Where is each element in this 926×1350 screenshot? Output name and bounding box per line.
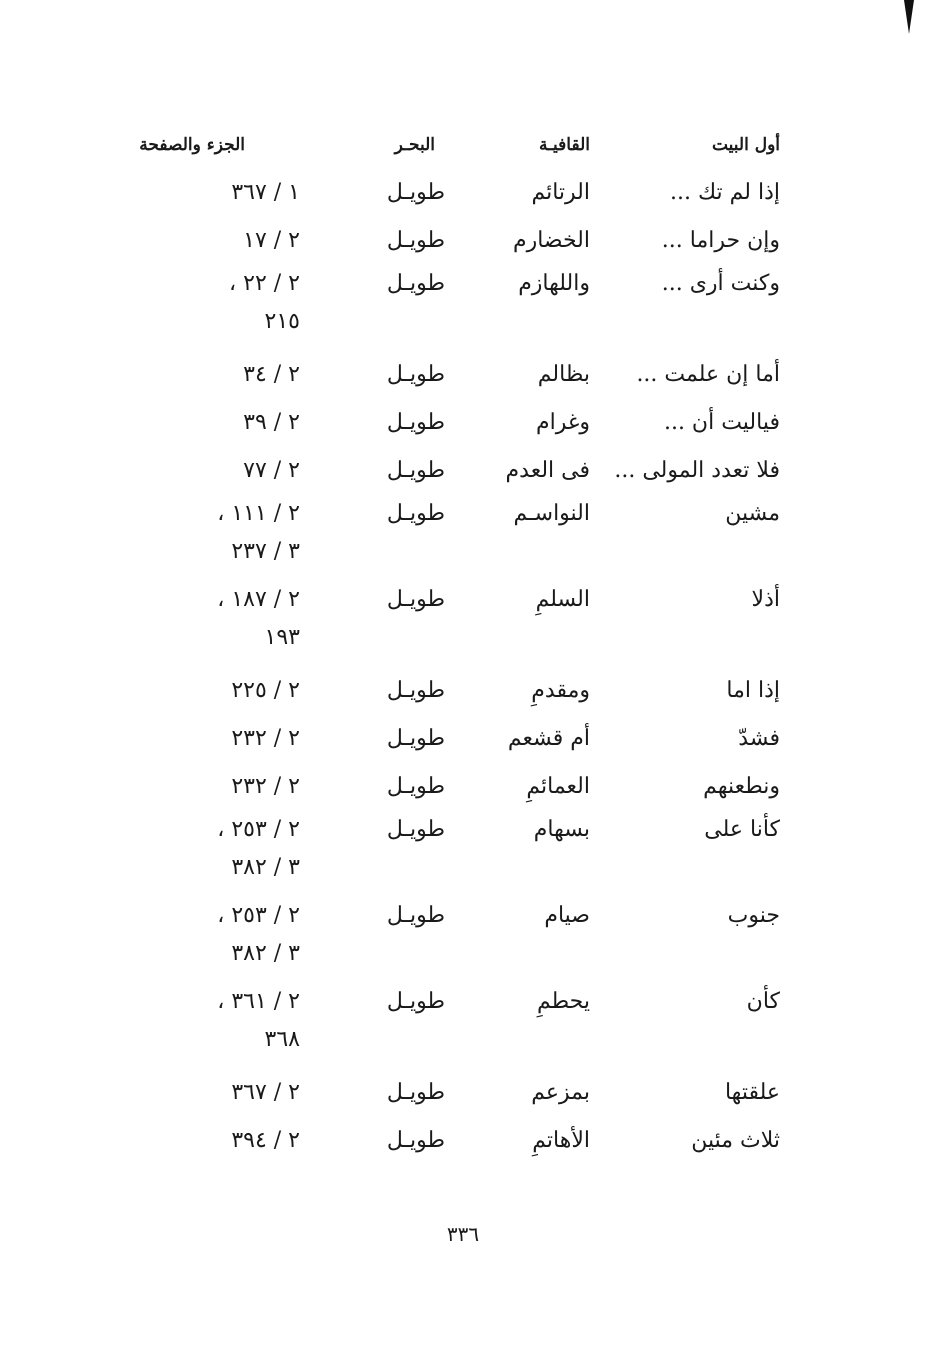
verse-rhyme: ومقدمِ xyxy=(531,678,590,703)
verse-reference xyxy=(120,265,300,341)
verse-first-words: مشين xyxy=(725,501,780,526)
verse-first-words: كأن xyxy=(746,989,780,1014)
reference-line: ١ / ٣٦٧ xyxy=(231,180,300,205)
reference-line: ٢ / ٣٩٤ xyxy=(231,1128,300,1153)
reference-line: ٢ / ٢٢ ، xyxy=(229,271,300,296)
table-row xyxy=(120,811,790,897)
header-meter: البحـر xyxy=(394,135,435,155)
verse-first-words: إذا اما xyxy=(726,678,780,703)
table-row xyxy=(120,1069,790,1117)
reference-line: ٢ / ٢٥٣ ، xyxy=(217,903,300,928)
table-row xyxy=(120,351,790,399)
verse-reference xyxy=(120,811,300,887)
table-row xyxy=(120,399,790,447)
reference-line: ٢ / ١٧ xyxy=(243,228,300,253)
verse-first-words: وكنت أرى ... xyxy=(661,271,780,296)
verse-first-words: فياليت أن ... xyxy=(663,410,780,435)
verse-meter: طويـل xyxy=(386,1080,445,1105)
verse-rhyme: وغرام xyxy=(535,410,590,435)
verse-first-words: أما إن علمت ... xyxy=(636,362,780,387)
reference-continuation: ٣ / ٢٣٧ xyxy=(231,539,300,564)
verse-meter: طويـل xyxy=(386,458,445,483)
verse-reference xyxy=(120,399,300,447)
table-row xyxy=(120,983,790,1069)
table-row xyxy=(120,265,790,351)
reference-line: ٢ / ٢٥٣ ، xyxy=(217,817,300,842)
header-part-page: الجزء والصفحة xyxy=(139,135,245,155)
table-row xyxy=(120,667,790,715)
table-row xyxy=(120,169,790,217)
table-body xyxy=(120,169,790,1165)
verse-first-words: فشدّ xyxy=(738,726,780,751)
table-row xyxy=(120,495,790,581)
verse-rhyme: فى العدم xyxy=(505,458,590,483)
table-row xyxy=(120,715,790,763)
verse-meter: طويـل xyxy=(386,774,445,799)
verse-meter: طويـل xyxy=(386,228,445,253)
verse-first-words: كأنا على xyxy=(704,817,780,842)
verse-meter: طويـل xyxy=(386,989,445,1014)
verse-reference xyxy=(120,447,300,495)
reference-line: ٢ / ٢٢٥ xyxy=(231,678,300,703)
verse-rhyme: بسهام xyxy=(533,817,590,842)
page-corner-mark xyxy=(904,0,914,34)
verse-reference xyxy=(120,169,300,217)
reference-line: ٢ / ٣٤ xyxy=(243,362,300,387)
reference-line: ٢ / ٢٣٢ xyxy=(231,726,300,751)
verse-reference xyxy=(120,897,300,973)
reference-continuation: ٣٦٨ xyxy=(264,1027,300,1052)
verse-rhyme: واللهازم xyxy=(518,271,590,296)
verse-first-words: أذلا xyxy=(751,587,780,612)
verse-meter: طويـل xyxy=(386,903,445,928)
verse-rhyme: السلمِ xyxy=(535,587,590,612)
verse-reference xyxy=(120,581,300,657)
reference-continuation: ١٩٣ xyxy=(264,625,300,650)
reference-line: ٢ / ١٨٧ ، xyxy=(217,587,300,612)
table-row xyxy=(120,897,790,983)
reference-line: ٢ / ٣٦١ ، xyxy=(217,989,300,1014)
header-first-verse: أول البيت xyxy=(711,135,780,155)
verse-first-words: فلا تعدد المولى ... xyxy=(614,458,780,483)
verse-meter: طويـل xyxy=(386,410,445,435)
verse-rhyme: الرتائم xyxy=(531,180,590,205)
verse-reference xyxy=(120,763,300,811)
verse-index-table xyxy=(120,135,790,1165)
reference-line: ٢ / ٧٧ xyxy=(243,458,300,483)
verse-rhyme: أم قشعم xyxy=(507,726,590,751)
verse-reference xyxy=(120,667,300,715)
verse-rhyme: يحطمِ xyxy=(536,989,590,1014)
verse-first-words: إذا لم تك ... xyxy=(670,180,780,205)
reference-continuation: ٣ / ٣٨٢ xyxy=(231,855,300,880)
verse-first-words: علقتها xyxy=(724,1080,780,1105)
verse-first-words: وإن حراما ... xyxy=(661,228,780,253)
verse-reference xyxy=(120,983,300,1059)
verse-rhyme: الأهاتمِ xyxy=(532,1128,590,1153)
verse-first-words: ونطعنهم xyxy=(703,774,780,799)
page-number: ٣٣٦ xyxy=(446,1222,480,1246)
verse-meter: طويـل xyxy=(386,1128,445,1153)
reference-line: ٢ / ٣٦٧ xyxy=(231,1080,300,1105)
verse-meter: طويـل xyxy=(386,726,445,751)
reference-continuation: ٢١٥ xyxy=(264,309,300,334)
verse-rhyme: العمائمِ xyxy=(526,774,590,799)
table-header xyxy=(120,135,790,169)
verse-first-words: ثلاث مئين xyxy=(691,1128,780,1153)
verse-rhyme: بظالم xyxy=(537,362,590,387)
verse-rhyme: صيام xyxy=(544,903,590,928)
verse-meter: طويـل xyxy=(386,817,445,842)
verse-reference xyxy=(120,1069,300,1117)
table-row xyxy=(120,763,790,811)
verse-rhyme: بمزعم xyxy=(531,1080,590,1105)
verse-rhyme: النواسـم xyxy=(513,501,590,526)
verse-reference xyxy=(120,715,300,763)
table-row xyxy=(120,581,790,667)
verse-reference xyxy=(120,1117,300,1165)
verse-reference xyxy=(120,351,300,399)
verse-meter: طويـل xyxy=(386,678,445,703)
verse-first-words: جنوب xyxy=(727,903,780,928)
table-row xyxy=(120,217,790,265)
verse-meter: طويـل xyxy=(386,271,445,296)
verse-meter: طويـل xyxy=(386,180,445,205)
reference-continuation: ٣ / ٣٨٢ xyxy=(231,941,300,966)
verse-meter: طويـل xyxy=(386,362,445,387)
table-row xyxy=(120,447,790,495)
verse-reference xyxy=(120,217,300,265)
verse-reference xyxy=(120,495,300,571)
reference-line: ٢ / ٢٣٢ xyxy=(231,774,300,799)
header-rhyme: القافيـة xyxy=(538,135,590,155)
verse-meter: طويـل xyxy=(386,587,445,612)
reference-line: ٢ / ٣٩ xyxy=(243,410,300,435)
verse-rhyme: الخضارم xyxy=(512,228,590,253)
table-row xyxy=(120,1117,790,1165)
verse-meter: طويـل xyxy=(386,501,445,526)
reference-line: ٢ / ١١١ ، xyxy=(217,501,300,526)
